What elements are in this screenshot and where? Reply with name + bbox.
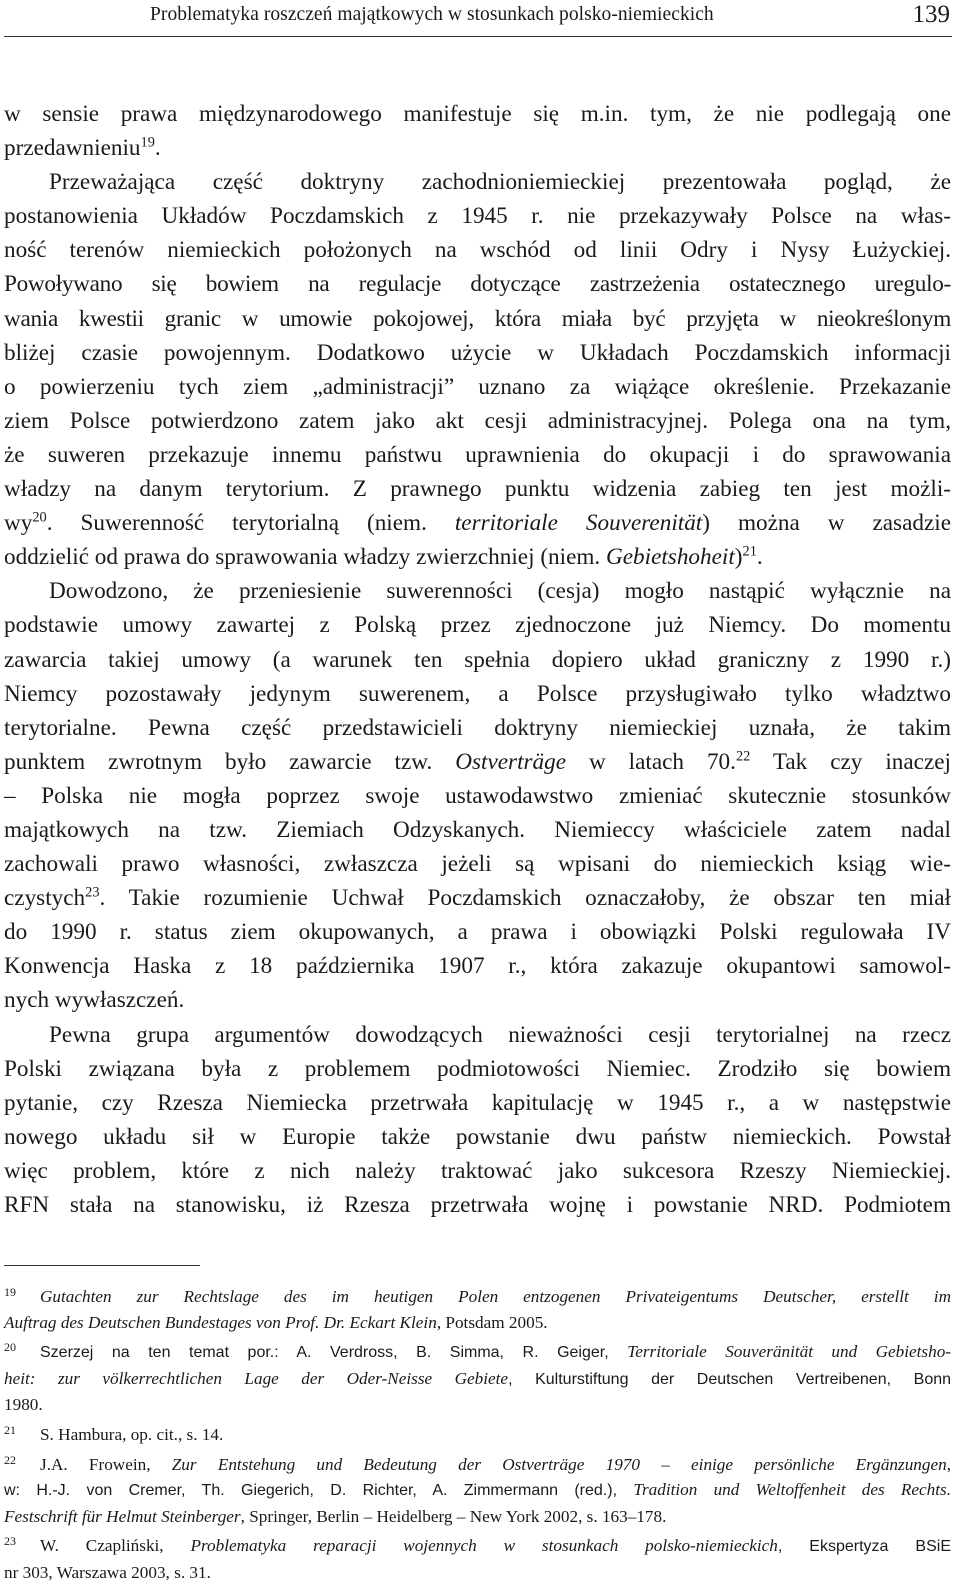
text-line: ziem Polsce potwierdzono zatem jako akt cesji administracyjnej. Polega ona na tym,	[4, 407, 951, 434]
footnote-ref-19[interactable]: 19	[140, 134, 155, 151]
footnote-text: , Potsdam 2005.	[436, 1312, 548, 1332]
footnote-20	[4, 1335, 951, 1418]
footnote-text: , Kulturstiftung der Deutschen Vertreibenen, Bonn	[508, 1370, 952, 1388]
text-line: bliżej czasie powojennym. Dodatkowo użycie w Układach Poczdamskich informacji	[4, 339, 951, 366]
page-number: 139	[912, 1, 950, 28]
text-line: w sensie prawa międzynarodowego manifestuje się m.in. tym, że nie podlegają one	[4, 101, 951, 127]
footnote-text: Festschrift für Helmut Steinberger	[4, 1506, 241, 1526]
footnote-line	[4, 1280, 951, 1310]
text-line	[4, 506, 951, 540]
footnote-number: 19	[4, 1285, 16, 1299]
text-line: do 1990 r. status ziem okupowanych, a prawa i obowiązki Polski regulowała IV	[4, 919, 951, 946]
footnote-text: J.A. Frowein,	[40, 1454, 172, 1474]
paragraph-1	[4, 97, 951, 165]
italic-term: Ostverträge	[455, 748, 567, 775]
text-line: Polski związana była z problemem podmiotowości Niemiec. Zrodziło się bowiem	[4, 1055, 951, 1082]
text-line: władzy na danym terytorium. Z prawnego punktu widzenia zabieg ten jest możli-	[4, 476, 951, 503]
paragraph-2	[4, 165, 951, 574]
footnote-ref-22[interactable]: 22	[735, 748, 751, 765]
text-line: więc problem, które z nich należy traktować jako sukcesora Rzeszy Niemieckiej.	[4, 1157, 951, 1184]
text-line: ność terenów niemieckich położonych na wschód od linii Odry i Nysy Łużyckiej.	[4, 237, 951, 264]
text-line: terytorialne. Pewna część przedstawicieli doktryny niemieckiej uznała, że takim	[4, 714, 951, 741]
footnote-text: , Ekspertyza BSiE	[777, 1538, 951, 1556]
paragraph-4	[4, 1018, 951, 1223]
footnote-text: Auftrag des Deutschen Bundestages von Prof. Dr. Eckart Klein	[4, 1312, 437, 1332]
footnote-number: 23	[4, 1534, 16, 1549]
text-run: czystych	[4, 885, 86, 912]
text-run: .	[756, 544, 763, 571]
text-line	[4, 881, 951, 915]
footnote-text: w: H.-J. von Cremer, Th. Giegerich, D. Richter, A. Zimmermann (red.),	[4, 1482, 634, 1500]
footnote-text: Szerzej na ten temat por.: A. Verdross, B. Simma, R. Geiger,	[40, 1344, 628, 1362]
footnote-text: Territoriale Souveränität und Gebietsho-	[627, 1342, 952, 1362]
footnote-line	[4, 1310, 951, 1336]
text-line	[4, 540, 951, 574]
text-run: Tak czy inaczej	[750, 748, 951, 775]
text-run: przedawnieniu	[4, 135, 141, 162]
text-line: Powoływano się bowiem na regulacje dotyczące zastrzeżenia ostatecznego uregulo-	[4, 271, 951, 298]
text-line: majątkowych na tzw. Ziemiach Odzyskanych. Niemieccy właściciele zatem nadal	[4, 816, 951, 843]
text-line: Dowodzono, że przeniesienie suwerenności (cesja) mogło nastąpić wyłącznie na	[49, 578, 951, 605]
text-line: nych wywłaszczeń.	[4, 987, 185, 1014]
footnote-text: Gutachten zur Rechtslage des im heutigen Polen entzogenen Privateigentums Deutscher, erstellt im	[40, 1287, 951, 1306]
text-run: )	[734, 544, 743, 571]
footnote-line	[4, 1366, 951, 1393]
footnote-text: Zur Entstehung und Bedeutung der Ostverträge 1970 – einige persönliche Ergänzungen	[171, 1454, 947, 1474]
text-run: oddzielić od prawa do sprawowania władzy zwierzchniej (niem.	[4, 544, 606, 571]
footnote-number: 22	[4, 1452, 16, 1467]
text-line	[4, 745, 951, 779]
text-line: pytanie, czy Rzesza Niemiecka przetrwała kapitulację w 1945 r., a w następstwie	[4, 1089, 951, 1116]
footnote-line	[4, 1448, 951, 1478]
text-run: . Takie rozumienie Uchwał Poczdamskich oznaczałoby, że obszar ten miał	[99, 885, 951, 912]
footnote-ref-21[interactable]: 21	[742, 543, 757, 560]
text-run: w latach 70.	[566, 748, 736, 775]
footnote-line	[4, 1529, 951, 1560]
footnote-line	[4, 1504, 951, 1530]
text-run: punktem zwrotnym było zawarcie tzw.	[4, 748, 456, 775]
footnote-line	[4, 1477, 951, 1504]
footnote-21	[4, 1418, 951, 1448]
footnote-text: Tradition und Weltoffenheit des Rechts.	[633, 1480, 952, 1500]
text-line: zachowali prawo własności, zwłaszcza jeżeli są wpisani do niemieckich ksiąg wie-	[4, 851, 951, 878]
footnote-22	[4, 1448, 951, 1530]
footnote-text: heit: zur völkerrechtlichen Lage der Oder-Neisse Gebiete	[4, 1368, 509, 1388]
text-run: . Suwerenność terytorialną (niem.	[46, 510, 455, 537]
footnote-text: Problematyka reparacji wojennych w stosunkach polsko-niemieckich	[190, 1536, 778, 1556]
footnote-ref-23[interactable]: 23	[85, 884, 100, 901]
footnote-text: W. Czapliński,	[40, 1536, 191, 1556]
main-text	[4, 97, 951, 1222]
footnote-number: 21	[4, 1422, 16, 1437]
footnote-23	[4, 1529, 951, 1585]
footnote-line	[4, 1418, 951, 1448]
footnote-line	[4, 1335, 951, 1366]
running-header	[0, 0, 960, 36]
text-line: Niemcy pozostawały jedynym suwerenem, a Polsce przysługiwało tylko władztwo	[4, 680, 951, 707]
text-line: zawarcia takiej umowy (a warunek ten spełnia dopiero układ graniczny z 1990 r.)	[4, 646, 951, 673]
text-line: nowego układu sił w Europie także powstanie dwu państw niemieckich. Powstał	[4, 1123, 951, 1150]
footnote-text: , Springer, Berlin – Heidelberg – New York 2002, s. 163–178.	[240, 1506, 667, 1526]
text-line: RFN stała na stanowisku, iż Rzesza przetrwała wojnę i powstanie NRD. Podmiotem	[4, 1192, 951, 1218]
paragraph-3	[4, 574, 951, 1017]
text-line: że suweren przekazuje innemu państwu uprawnienia do okupacji i do sprawowania	[4, 441, 951, 468]
footnote-separator	[4, 1265, 200, 1266]
footnote-19	[4, 1280, 951, 1335]
italic-term: Gebietshoheit	[606, 544, 735, 571]
text-line	[4, 131, 951, 165]
text-run: ) można w zasadzie	[702, 510, 951, 537]
text-line: wania kwestii granic w umowie pokojowej, która miała być przyjęta w nieokreślonym	[4, 305, 951, 332]
text-line: – Polska nie mogła poprzez swoje ustawodawstwo zmieniać skutecznie stosunków	[4, 782, 951, 809]
header-rule	[4, 36, 952, 37]
running-title: Problematyka roszczeń majątkowych w stosunkach polsko-niemieckich	[150, 4, 714, 25]
text-line: postanowienia Układów Poczdamskich z 1945 r. nie przekazywały Polsce na włas-	[4, 203, 951, 230]
text-line: Przeważająca część doktryny zachodnioniemieckiej prezentowała pogląd, że	[49, 169, 951, 196]
text-line: Pewna grupa argumentów dowodzących nieważności cesji terytorialnej na rzecz	[49, 1021, 951, 1048]
text-line: podstawie umowy zawartej z Polską przez zjednoczone już Niemcy. Do momentu	[4, 612, 951, 639]
footnote-text: ,	[946, 1454, 951, 1474]
text-line: Konwencja Haska z 18 października 1907 r., która zakazuje okupantowi samowol-	[4, 953, 951, 980]
footnote-text: S. Hambura, op. cit., s. 14.	[40, 1424, 224, 1444]
footnote-ref-20[interactable]: 20	[32, 509, 47, 526]
text-run: .	[154, 135, 161, 162]
italic-term: territoriale Souverenität	[454, 510, 703, 537]
footnotes	[4, 1280, 951, 1586]
footnote-number: 20	[4, 1340, 16, 1355]
footnote-line: 1980.	[4, 1395, 43, 1415]
text-line: o powierzeniu tych ziem „administracji” uznano za wiążące określenie. Przekazanie	[4, 373, 951, 400]
text-run: wy	[4, 510, 33, 537]
footnote-line: nr 303, Warszawa 2003, s. 31.	[4, 1562, 211, 1582]
